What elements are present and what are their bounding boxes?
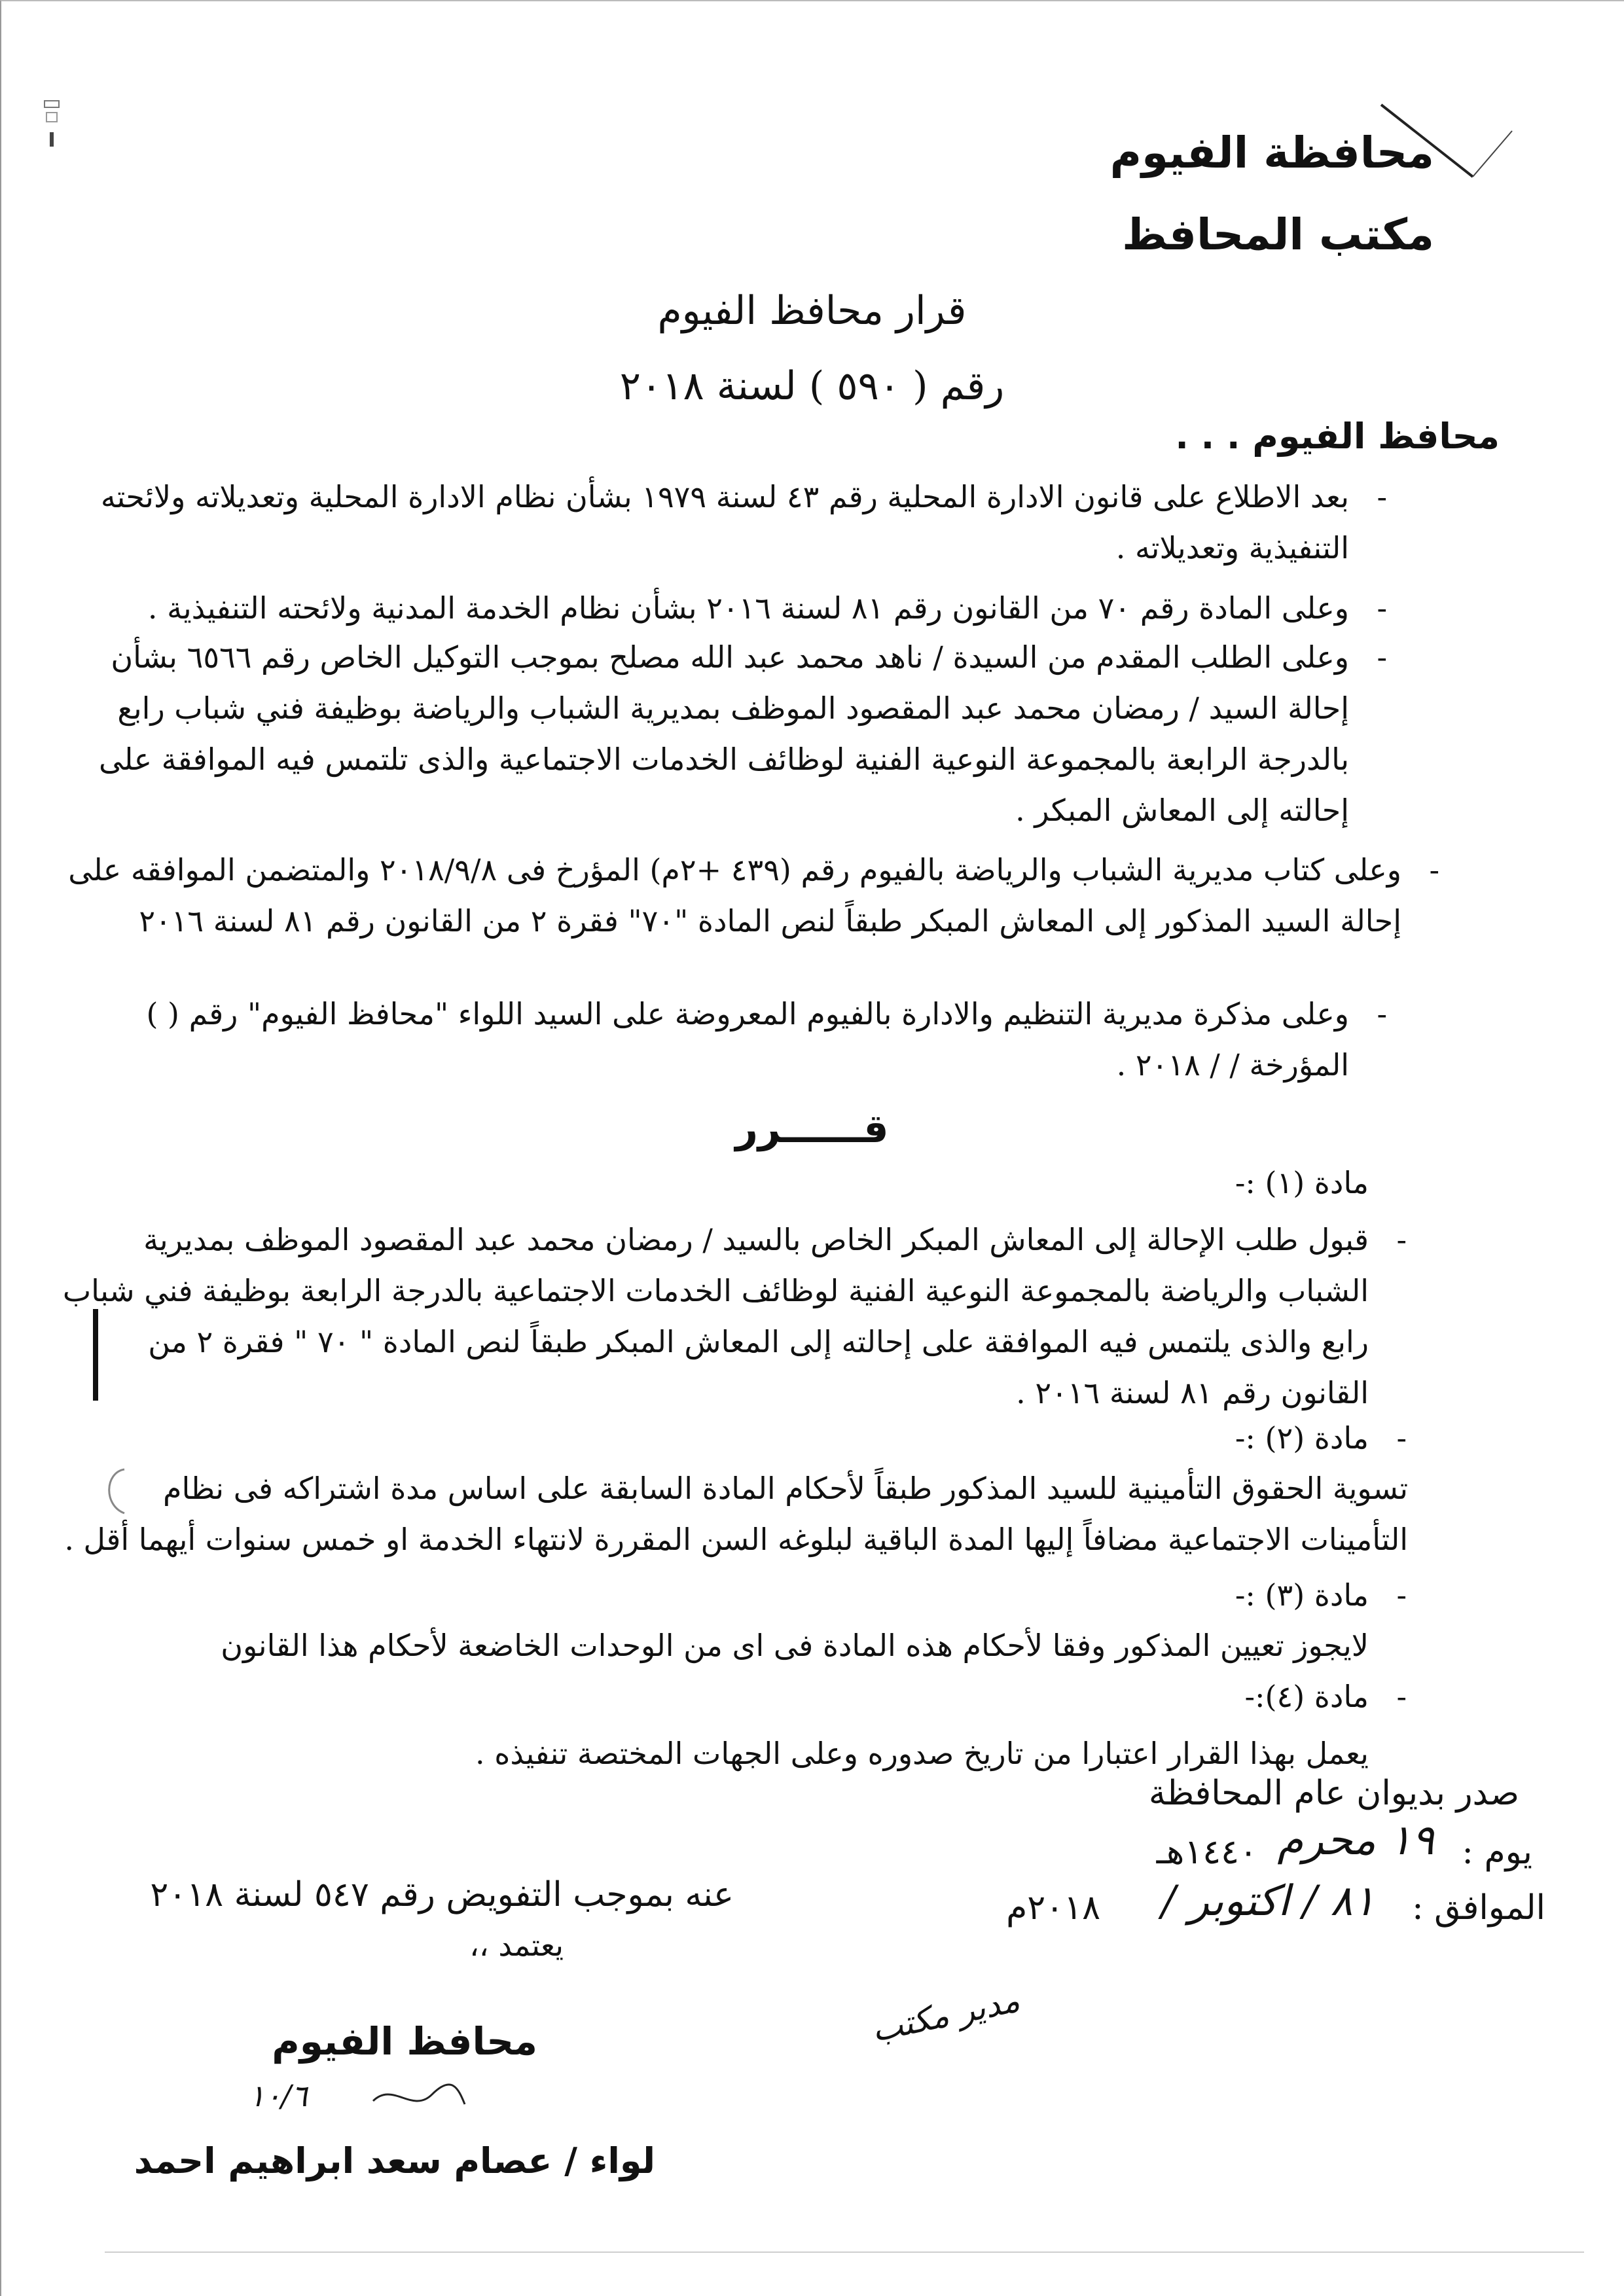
bullet-dash: -	[1377, 996, 1387, 1031]
delegation-line: عنه بموجب التفويض رقم ٥٤٧ لسنة ٢٠١٨	[150, 1875, 734, 1914]
issued-line: صدر بديوان عام المحافظة	[1148, 1774, 1519, 1813]
opening-line: محافظ الفيوم . . .	[1175, 416, 1500, 457]
scan-edge-line	[105, 2251, 1584, 2253]
article-1-body	[53, 1214, 1407, 1418]
article-2-body: تسوية الحقوق التأمينية للسيد المذكور طبقاً لأحكام المادة السابقة على اساس مدة اشتراكه فى نظام التأمينات الاجتماعية مضافاً إليها المدة الباقية لبلوغه السن المقررة لانتهاء الخدمة او خمس سنوات أيهما أقل .	[64, 1471, 1408, 1557]
issued-corresponding-label: الموافق :	[1412, 1888, 1545, 1928]
signatory-name: لواء / عصام سعد ابراهيم احمد	[134, 2140, 655, 2181]
decree-number: رقم ( ٥٩٠ ) لسنة ٢٠١٨	[619, 363, 1005, 409]
preamble-text: وعلى كتاب مديرية الشباب والرياضة بالفيوم رقم (٤٣٩ +٢م) المؤرخ فى ٢٠١٨/٩/٨ والمتضمن الموافقه على إحالة السيد المذكور إلى المعاش المبكر طبقاً لنص المادة "٧٠" فقرة ٢ من القانون رقم ٨١ لسنة ٢٠١٦	[68, 852, 1401, 939]
decision-heading: قــــــرر	[735, 1106, 889, 1152]
bullet-dash: -	[1377, 479, 1387, 514]
article-4-body: يعمل بهذا القرار اعتبارا من تاريخ صدوره وعلى الجهات المختصة تنفيذه .	[475, 1736, 1369, 1771]
bullet-dash: -	[1377, 590, 1387, 626]
bullet-dash: -	[1429, 852, 1439, 888]
signature-handwritten-date: ١٠/٦	[249, 2078, 308, 2113]
office-name: مكتب المحافظ	[1122, 209, 1434, 260]
issued-day-label: يوم :	[1462, 1833, 1532, 1872]
bullet-dash: -	[1396, 1679, 1407, 1714]
preamble-item-4	[53, 844, 1439, 946]
bullet-dash: -	[1377, 639, 1387, 675]
article-4-title	[1244, 1679, 1407, 1714]
preamble-item-3	[53, 632, 1387, 836]
punch-hole-mark	[98, 1466, 137, 1518]
preamble-item-5	[53, 988, 1387, 1090]
bullet-dash: -	[1396, 1420, 1407, 1456]
bullet-dash: -	[1396, 1577, 1407, 1613]
preamble-item-1	[53, 471, 1387, 573]
emblem-icon	[39, 98, 65, 157]
preamble-text: وعلى مذكرة مديرية التنظيم والادارة بالفيوم المعروضة على السيد اللواء "محافظ الفيوم" رقم ( ) المؤرخة / / ٢٠١٨ .	[146, 996, 1349, 1083]
issued-day-handwritten: ١٩ محرم	[1277, 1816, 1434, 1865]
article-4-title-text: مادة (٤):-	[1244, 1679, 1369, 1714]
bullet-dash: -	[1396, 1222, 1407, 1257]
article-1-title: مادة (١) :-	[1235, 1165, 1369, 1200]
preamble-text: وعلى الطلب المقدم من السيدة / ناهد محمد عبد الله مصلح بموجب التوكيل الخاص رقم ٦٥٦٦ بشأن إحالة السيد / رمضان محمد عبد المقصود الموظف بمديرية الشباب والرياضة بوظيفة فني شباب رابع بالدرجة الرابعة بالمجموعة النوعية الفنية لوظائف الخدمات الاجتماعية والذى تلتمس فيه الموافقة على إحالته إلى المعاش المبكر .	[99, 639, 1349, 828]
article-2-title	[1235, 1420, 1407, 1456]
article-3-title-text: مادة (٣) :-	[1235, 1577, 1369, 1613]
signature-scribble	[367, 2075, 471, 2121]
preamble-item-2	[53, 583, 1387, 634]
margin-handwritten-note: مدير مكتب	[868, 1981, 1023, 2050]
signature-title: محافظ الفيوم	[272, 2019, 537, 2064]
issued-hijri-year: ١٤٤٠هـ	[1156, 1833, 1257, 1872]
governorate-name: محافظة الفيوم	[1110, 128, 1434, 178]
article-1-text: قبول طلب الإحالة إلى المعاش المبكر الخاص بالسيد / رمضان محمد عبد المقصود الموظف بمديرية الشباب والرياضة بالمجموعة النوعية الفنية لوظائف الخدمات الاجتماعية بالدرجة الرابعة بوظيفة فني شباب رابع والذى يلتمس فيه الموافقة على إحالته إلى المعاش المبكر طبقاً لنص المادة " ٧٠ " فقرة ٢ من القانون رقم ٨١ لسنة ٢٠١٦ .	[62, 1222, 1369, 1410]
decree-title: قرار محافظ الفيوم	[657, 288, 967, 334]
article-2-title-text: مادة (٢) :-	[1235, 1420, 1369, 1456]
issued-gregorian-year: ٢٠١٨م	[1006, 1888, 1100, 1928]
preamble-text: وعلى المادة رقم ٧٠ من القانون رقم ٨١ لسنة ٢٠١٦ بشأن نظام الخدمة المدنية ولائحته التنفيذية .	[147, 590, 1349, 626]
article-3-body: لايجوز تعيين المذكور وفقا لأحكام هذه المادة فى اى من الوحدات الخاضعة لأحكام هذا القانون	[221, 1628, 1369, 1663]
preamble-text: بعد الاطلاع على قانون الادارة المحلية رقم ٤٣ لسنة ١٩٧٩ بشأن نظام الادارة المحلية وتعديلاته ولائحته التنفيذية وتعديلاته .	[100, 479, 1349, 565]
article-3-title	[1235, 1577, 1407, 1613]
issued-gregorian-handwritten: ٨١ / اكتوبر /	[1161, 1877, 1375, 1926]
margin-bar-mark	[93, 1309, 98, 1401]
delegation-approve: يعتمد ،،	[469, 1928, 564, 1963]
